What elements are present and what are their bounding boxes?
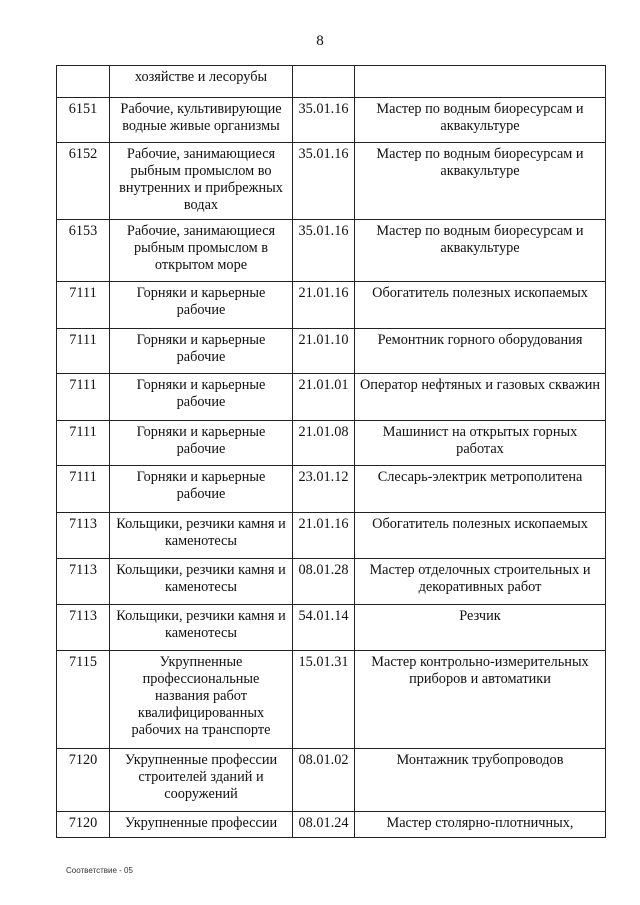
specialty-code-cell: 08.01.02 <box>293 749 355 812</box>
table-body <box>57 66 606 838</box>
table-row <box>57 651 606 749</box>
table-row <box>57 559 606 605</box>
occupation-group-cell: Горняки и карьерные рабочие <box>110 282 293 329</box>
okpdtr-code-cell: 7111 <box>57 374 110 421</box>
profession-name-cell <box>355 66 606 98</box>
table-row <box>57 605 606 651</box>
table-row <box>57 98 606 143</box>
profession-name-cell: Оператор нефтяных и газовых скважин <box>355 374 606 421</box>
okpdtr-code-cell: 7113 <box>57 513 110 559</box>
table-row <box>57 421 606 466</box>
table-row <box>57 66 606 98</box>
occupation-group-cell: Рабочие, занимающиеся рыбным промыслом в открытом море <box>110 220 293 282</box>
profession-name-cell: Обогатитель полезных ископаемых <box>355 282 606 329</box>
specialty-code-cell <box>293 66 355 98</box>
specialty-code-cell: 21.01.10 <box>293 329 355 374</box>
okpdtr-code-cell <box>57 66 110 98</box>
occupation-group-cell: Укрупненные профессиональные названия работ квалифицированных рабочих на транспорте <box>110 651 293 749</box>
profession-name-cell: Монтажник трубопроводов <box>355 749 606 812</box>
profession-name-cell: Мастер столярно-плотничных, <box>355 812 606 838</box>
occupation-group-cell: Кольщики, резчики камня и каменотесы <box>110 513 293 559</box>
profession-name-cell: Мастер контрольно-измерительных приборов и автоматики <box>355 651 606 749</box>
profession-name-cell: Ремонтник горного оборудования <box>355 329 606 374</box>
okpdtr-code-cell: 6152 <box>57 143 110 220</box>
profession-name-cell: Мастер отделочных строительных и декоративных работ <box>355 559 606 605</box>
okpdtr-code-cell: 7111 <box>57 329 110 374</box>
profession-name-cell: Резчик <box>355 605 606 651</box>
specialty-code-cell: 08.01.24 <box>293 812 355 838</box>
table-row <box>57 282 606 329</box>
profession-name-cell: Мастер по водным биоресурсам и аквакультуре <box>355 98 606 143</box>
specialty-code-cell: 54.01.14 <box>293 605 355 651</box>
footer-note: Соответствие - 05 <box>66 866 133 875</box>
specialty-code-cell: 35.01.16 <box>293 98 355 143</box>
specialty-code-cell: 15.01.31 <box>293 651 355 749</box>
profession-name-cell: Мастер по водным биоресурсам и аквакультуре <box>355 220 606 282</box>
okpdtr-code-cell: 7111 <box>57 466 110 513</box>
specialty-code-cell: 08.01.28 <box>293 559 355 605</box>
occupation-group-cell: Кольщики, резчики камня и каменотесы <box>110 605 293 651</box>
specialty-code-cell: 21.01.16 <box>293 282 355 329</box>
profession-name-cell: Обогатитель полезных ископаемых <box>355 513 606 559</box>
table-row <box>57 220 606 282</box>
profession-name-cell: Слесарь-электрик метрополитена <box>355 466 606 513</box>
table-row <box>57 466 606 513</box>
okpdtr-code-cell: 7115 <box>57 651 110 749</box>
specialty-code-cell: 23.01.12 <box>293 466 355 513</box>
okpdtr-code-cell: 7111 <box>57 282 110 329</box>
okpdtr-code-cell: 7113 <box>57 559 110 605</box>
table-row <box>57 143 606 220</box>
occupation-group-cell: Укрупненные профессии <box>110 812 293 838</box>
okpdtr-code-cell: 6151 <box>57 98 110 143</box>
table-row <box>57 513 606 559</box>
table-row <box>57 749 606 812</box>
table-row <box>57 329 606 374</box>
occupation-group-cell: Горняки и карьерные рабочие <box>110 466 293 513</box>
okpdtr-code-cell: 6153 <box>57 220 110 282</box>
occupation-group-cell: Горняки и карьерные рабочие <box>110 329 293 374</box>
okpdtr-code-cell: 7111 <box>57 421 110 466</box>
occupation-group-cell: Горняки и карьерные рабочие <box>110 374 293 421</box>
occupation-group-cell: Кольщики, резчики камня и каменотесы <box>110 559 293 605</box>
occupation-group-cell: Горняки и карьерные рабочие <box>110 421 293 466</box>
specialty-code-cell: 21.01.01 <box>293 374 355 421</box>
occupation-group-cell: Укрупненные профессии строителей зданий и сооружений <box>110 749 293 812</box>
occupation-group-cell: Рабочие, занимающиеся рыбным промыслом во внутренних и прибрежных водах <box>110 143 293 220</box>
specialty-code-cell: 21.01.16 <box>293 513 355 559</box>
profession-name-cell: Мастер по водным биоресурсам и аквакультуре <box>355 143 606 220</box>
professions-table <box>56 65 606 838</box>
specialty-code-cell: 21.01.08 <box>293 421 355 466</box>
profession-name-cell: Машинист на открытых горных работах <box>355 421 606 466</box>
okpdtr-code-cell: 7113 <box>57 605 110 651</box>
table-row <box>57 374 606 421</box>
okpdtr-code-cell: 7120 <box>57 812 110 838</box>
page-number: 8 <box>316 33 324 49</box>
specialty-code-cell: 35.01.16 <box>293 220 355 282</box>
specialty-code-cell: 35.01.16 <box>293 143 355 220</box>
table-row <box>57 812 606 838</box>
occupation-group-cell: Рабочие, культивирующие водные живые организмы <box>110 98 293 143</box>
occupation-group-cell: хозяйстве и лесорубы <box>110 66 293 98</box>
okpdtr-code-cell: 7120 <box>57 749 110 812</box>
